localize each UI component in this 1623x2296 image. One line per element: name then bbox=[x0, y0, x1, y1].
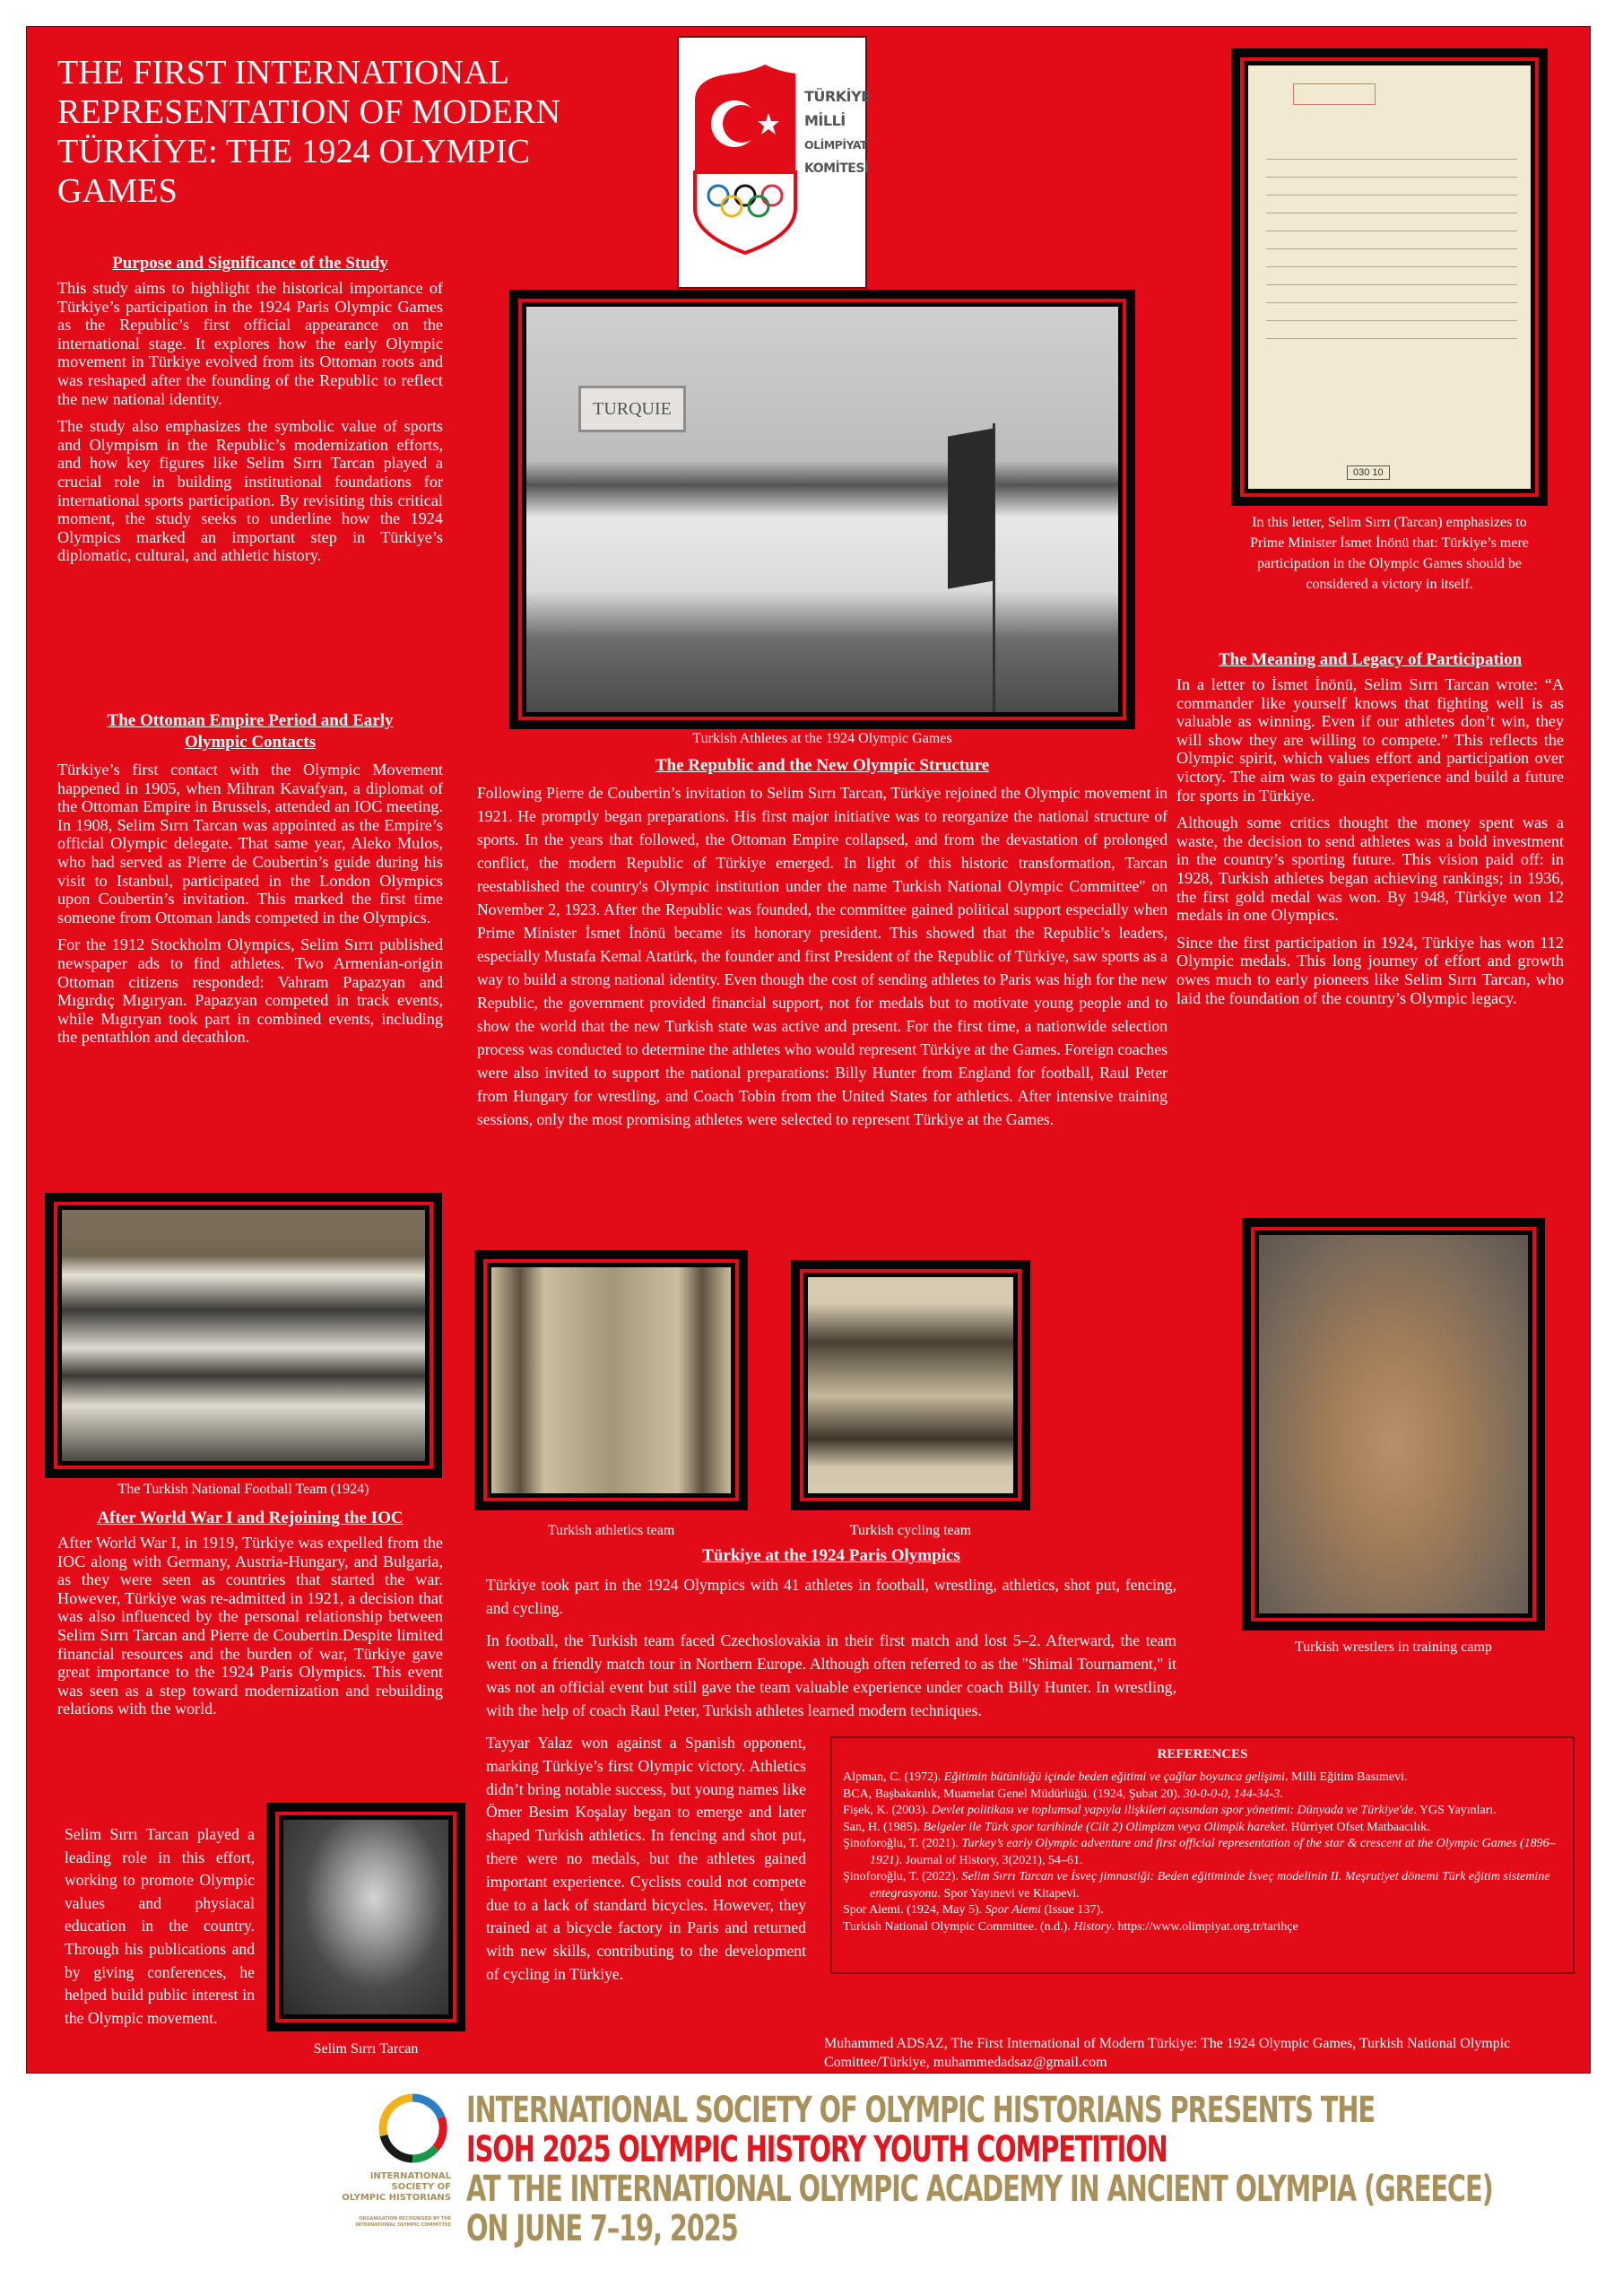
paris-paragraph-block bbox=[486, 1732, 806, 1996]
reference-item bbox=[843, 1836, 1562, 1869]
paragraph: After World War I, in 1919, Türkiye was expelled from the IOC along with Germany, Austria-Hungary, and Bulgaria, as they were seen as countries that started the war. However, Türkiye was re-admitted in 1921, a decision that was also influenced by the personal relationship between Selim Sırrı Tarcan and Pierre de Coubertin.Despite limited financial resources and the burden of war, Türkiye gave great importance to the 1924 Paris Olympics. This event was seen as a step toward modernization and rebuilding relations with the world. bbox=[57, 1534, 443, 1718]
section-ottoman bbox=[57, 710, 443, 1056]
section-heading: The Meaning and Legacy of Participation bbox=[1218, 650, 1523, 669]
caption-wrestlers: Turkish wrestlers in training camp bbox=[1295, 1639, 1492, 1655]
reference-title: History bbox=[1073, 1919, 1112, 1934]
reference-publisher: . Journal of History, 3(2021), 54–61. bbox=[898, 1853, 1083, 1867]
reference-publisher: . YGS Yayınları. bbox=[1413, 1804, 1497, 1817]
football-team-photo-frame bbox=[45, 1193, 442, 1478]
reference-publisher: . Spor Yayınevi ve Kitapevi. bbox=[937, 1886, 1080, 1900]
footer-line-4: ON JUNE 7–19, 2025 bbox=[466, 2208, 738, 2249]
paragraph: Selim Sırrı Tarcan played a leading role in this effort, working to promote Olympic values and physiacal education in the country. Through his publications and by giving conferences, he helped build public interest in the Olympic movement. bbox=[65, 1825, 255, 2027]
reference-author: Şinoforoğlu, T. (2022). bbox=[843, 1870, 962, 1883]
reference-item bbox=[843, 1770, 1562, 1787]
section-heading bbox=[57, 710, 443, 753]
paragraph: In a letter to İsmet İnönü, Selim Sırrı Tarcan wrote: “A commander like yourself knows that fighting well is as valuable as winning. Even if our athletes don’t win, they will show they are willing to compete.” This reflects the Olympic spirit, which values effort and participation over victory. The aim was to gain experience and build a future for sports in Türkiye. bbox=[1176, 675, 1564, 804]
logo-text-line: OLİMPİYAT bbox=[804, 138, 868, 152]
reference-author: Fişek, K. (2003). bbox=[843, 1804, 932, 1817]
section-purpose bbox=[57, 254, 443, 574]
paragraph: Following Pierre de Coubertin’s invitation to Selim Sırrı Tarcan, Türkiye rejoined the Olympic movement in 1921. He promptly began preparations. His first major initiative was to reorganize the national structure of sports. In the years that followed, the Ottoman Empire collapsed, and from the devastation of prolonged conflict, the modern Republic of Türkiye emerged. In light of this historic transformation, Tarcan reestablished the country's Olympic institution under the name Turkish National Olympic Committee" on November 2, 1923. After the Republic was founded, the committee gained political support especially when Prime Minister İsmet İnönü became its honorary president. This showed that the Republic’s leaders, especially Mustafa Kemal Atatürk, the founder and first President of the Republic of Türkiye, saw sports as a way to build a strong national identity. Even though the cost of sending athletes to Paris was high for the new Republic, the government provided financial support, not for medals but to motivate young people and to show the world that the new Turkish state was active and present. For the first time, a nationwide selection process was conducted to determine the athletes who would represent Türkiye at the Games. Foreign coaches were also invited to support the national preparations: Billy Hunter from England for football, Raul Peter from Hungary for wrestling, and Coach Tobin from the United States for athletics. After intensive training sessions, only the most promising athletes were selected to represent Türkiye at the Games. bbox=[477, 784, 1167, 1128]
cycling-team-photo bbox=[808, 1277, 1013, 1493]
page-title: THE FIRST INTERNATIONAL REPRESENTATION OF MODERN TÜRKİYE: THE 1924 OLYMPIC GAMES bbox=[57, 54, 561, 210]
athletics-team-photo bbox=[491, 1267, 731, 1493]
logo-text-line: KOMİTESİ bbox=[804, 161, 869, 176]
archive-number: 030 10 bbox=[1347, 465, 1390, 480]
reference-publisher: . https://www.olimpiyat.org.tr/tarihçe bbox=[1111, 1919, 1298, 1934]
paragraph: Since the first participation in 1924, Türkiye has won 112 Olympic medals. This long journey of effort and growth owes much to early pioneers like Selim Sırrı Tarcan, who laid the foundation of the country’s Olympic legacy. bbox=[1176, 933, 1564, 1007]
isoh-logo-line: SOCIETY OF bbox=[391, 2182, 451, 2192]
reference-author: BCA, Başbakanlık, Muamelat Genel Müdürlüğü. (1924, Şubat 20). bbox=[843, 1787, 1184, 1801]
logo-text-line: MİLLİ bbox=[804, 112, 846, 129]
reference-item bbox=[843, 1919, 1562, 1936]
flag-icon bbox=[948, 428, 994, 588]
section-heading-line: The Ottoman Empire Period and Early bbox=[107, 711, 394, 730]
caption-letter: In this letter, Selim Sırrı (Tarcan) emphasizes to Prime Minister İsmet İnönü that: Türkiye’s mere participation in the Olympic Games should be considered a victory in itself. bbox=[1250, 515, 1529, 592]
references-box bbox=[830, 1736, 1575, 1974]
section-heading: Purpose and Significance of the Study bbox=[112, 254, 388, 273]
section-heading-line: Olympic Contacts bbox=[184, 733, 317, 752]
section-ww1 bbox=[57, 1509, 443, 1727]
caption-athletics: Turkish athletics team bbox=[547, 1523, 675, 1538]
tmok-logo bbox=[677, 36, 871, 289]
reference-title: Turkey’s early Olympic adventure and first official representation of the star & crescent at the Olympic Games (1896–1921) bbox=[870, 1837, 1556, 1867]
footer-line-1: INTERNATIONAL SOCIETY OF OLYMPIC HISTORIANS PRESENTS THE bbox=[466, 2090, 1375, 2131]
section-heading: After World War I and Rejoining the IOC bbox=[97, 1509, 404, 1527]
paragraph: The study also emphasizes the symbolic value of sports and Olympism in the Republic’s modernization efforts, and how key figures like Selim Sırrı Tarcan played a crucial role in building institutional foundations for international sports participation. By revisiting this critical moment, the study seeks to underline how the 1924 Olympics marked an important step in Türkiye’s diplomatic, cultural, and athletic history. bbox=[57, 417, 443, 565]
reference-item bbox=[843, 1869, 1562, 1902]
paragraph: Türkiye’s first contact with the Olympic Movement happened in 1905, when Mihran Kavafyan, a diplomat of the Ottoman Empire in Brussels, attended an IOC meeting. In 1908, Selim Sırrı Tarcan was appointed as the Empire’s official Olympic delegate. That same year, Aleko Mulos, who had served as Pierre de Coubertin’s guide during his visit to Istanbul, participated in the London Olympics upon Coubertin’s invitation. This marked the first time someone from Ottoman lands competed in the Olympics. bbox=[57, 761, 443, 926]
section-heading: Türkiye at the 1924 Paris Olympics bbox=[702, 1546, 960, 1565]
reference-author: Turkish National Olympic Committee. (n.d.). bbox=[843, 1919, 1074, 1934]
athletics-team-photo-frame bbox=[474, 1250, 748, 1510]
reference-author: Şinoforoğlu, T. (2021). bbox=[843, 1837, 962, 1850]
reference-publisher: . Hürriyet Ofset Matbaacılık. bbox=[1284, 1820, 1430, 1834]
football-team-photo bbox=[62, 1210, 425, 1461]
isoh-logo-small-line: INTERNATIONAL OLYMPIC COMMITTEE bbox=[355, 2222, 451, 2228]
footer-banner bbox=[0, 2083, 1623, 2296]
isoh-ring-icon bbox=[377, 2092, 448, 2164]
caption-football: The Turkish National Football Team (1924) bbox=[117, 1482, 369, 1497]
reference-publisher: (Issue 137). bbox=[1041, 1903, 1104, 1917]
reference-item bbox=[843, 1820, 1562, 1837]
isoh-logo-line: OLYMPIC HISTORIANS bbox=[342, 2193, 451, 2203]
section-heading: The Republic and the New Olympic Structure bbox=[655, 756, 990, 775]
reference-author: Alpman, C. (1972). bbox=[843, 1770, 944, 1784]
caption-tarcan: Selim Sırrı Tarcan bbox=[313, 2041, 419, 2057]
reference-publisher: . bbox=[1280, 1787, 1283, 1801]
footer-line-2: ISOH 2025 OLYMPIC HISTORY YOUTH COMPETITION bbox=[466, 2129, 1167, 2170]
isoh-logo-text bbox=[332, 2171, 451, 2229]
caption-main-photo: Turkish Athletes at the 1924 Olympic Games bbox=[692, 731, 952, 746]
reference-publisher: . Milli Eğitim Basımevi. bbox=[1285, 1770, 1408, 1784]
reference-title: Eğitimin bütünlüğü içinde beden eğitimi ve çağlar boyunca gelişimi bbox=[943, 1770, 1286, 1784]
tarcan-portrait-frame bbox=[266, 1803, 465, 2031]
turquie-sign: TURQUIE bbox=[578, 386, 686, 432]
wrestlers-photo bbox=[1259, 1235, 1528, 1613]
section-republic bbox=[477, 756, 1167, 1140]
reference-title: Selim Sırrı Tarcan ve İsveç jimnastiği: Beden eğitiminde İsveç modelinin II. Meşrutiyet dönemi Türk eğitim sistemine entegrasyonu bbox=[870, 1870, 1550, 1900]
reference-title: Spor Alemi bbox=[985, 1903, 1042, 1917]
section-paris bbox=[486, 1546, 1176, 1731]
tarcan-portrait bbox=[283, 1820, 448, 2014]
reference-title: Devlet politikası ve toplumsal yapıyla ilişkileri açısından spor yönetimi: Dünyada ve Türkiye'de bbox=[931, 1804, 1414, 1817]
references-title: REFERENCES bbox=[1157, 1747, 1248, 1761]
main-athletes-photo bbox=[526, 307, 1118, 712]
reference-item bbox=[843, 1803, 1562, 1820]
reference-title: Belgeler ile Türk spor tarihinde (Cilt 2) Olimpizm veya Olimpik hareket bbox=[923, 1820, 1285, 1834]
footer-line-3: AT THE INTERNATIONAL OLYMPIC ACADEMY IN ANCIENT OLYMPIA (GREECE) bbox=[466, 2169, 1493, 2210]
tarcan-paragraph-block bbox=[65, 1823, 255, 2039]
author-line: Muhammed ADSAZ, The First International of Modern Türkiye: The 1924 Olympic Games, Turkish National Olympic Comittee/Türkiye, muhammedadsaz@gmail.com bbox=[824, 2036, 1511, 2070]
paragraph: This study aims to highlight the historical importance of Türkiye’s participation in the 1924 Paris Olympic Games as the Republic’s first official appearance on the international stage. It explores how the early Olympic movement in Türkiye evolved from its Ottoman roots and was reshaped after the founding of the Republic to reflect the new national identity. bbox=[57, 279, 443, 408]
section-meaning bbox=[1176, 650, 1564, 1016]
reference-item bbox=[843, 1902, 1562, 1919]
reference-author: Spor Alemi. (1924, May 5). bbox=[843, 1903, 985, 1917]
reference-item bbox=[843, 1787, 1562, 1804]
paragraph: Although some critics thought the money spent was a waste, the decision to send athletes was a bold investment in the country’s sporting future. This vision paid off: in 1928, Turkish athletes began achieving rankings; in 1936, the first gold medal was won. By 1948, Türkiye won 12 medals in one Olympics. bbox=[1176, 813, 1564, 925]
references-list bbox=[843, 1770, 1562, 1935]
main-athletes-photo-frame bbox=[509, 290, 1135, 729]
paragraph: In football, the Turkish team faced Czechoslovakia in their first match and lost 5–2. Afterward, the team went on a friendly match tour in Northern Europe. Although often referred to as the "Shimal Tournament," it was not an official event but still gave the team valuable experience under coach Billy Hunter. In wrestling, with the help of coach Raul Peter, Turkish athletes learned modern techniques. bbox=[486, 1631, 1176, 1719]
letter-document bbox=[1248, 65, 1531, 489]
wrestlers-photo-frame bbox=[1242, 1218, 1545, 1631]
letter-document-frame bbox=[1231, 48, 1548, 506]
paragraph: Tayyar Yalaz won against a Spanish opponent, marking Türkiye’s first Olympic victory. Athletics didn’t bring notable success, but young names like Ömer Besim Koşalay began to emerge and later shaped Turkish athletics. In fencing and shot put, there were no medals, but the athletes gained important experience. Cyclists could not compete due to a lack of standard bicycles. However, they trained at a bicycle factory in Paris and returned with new skills, contributing to the development of cycling in Türkiye. bbox=[486, 1734, 806, 1983]
isoh-logo-small-line: ORGANISATION RECOGNISED BY THE bbox=[359, 2216, 451, 2222]
reference-author: San, H. (1985). bbox=[843, 1820, 924, 1834]
logo-text-line: TÜRKİYE bbox=[804, 88, 871, 105]
paragraph: Türkiye took part in the 1924 Olympics with 41 athletes in football, wrestling, athletics, shot put, fencing, and cycling. bbox=[486, 1576, 1176, 1617]
reference-title: 30-0-0-0, 144-34-3 bbox=[1183, 1787, 1280, 1801]
isoh-logo-line: INTERNATIONAL bbox=[369, 2171, 451, 2181]
cycling-team-photo-frame bbox=[791, 1260, 1030, 1510]
caption-cycling: Turkish cycling team bbox=[849, 1523, 972, 1538]
poster-panel bbox=[26, 26, 1591, 2074]
paragraph: For the 1912 Stockholm Olympics, Selim Sırrı published newspaper ads to find athletes. Two Armenian-origin Ottoman citizens responded: Vahram Papazyan and Mıgırdıç Mıgıryan. Papazyan competed in track events, while Mıgıryan took part in combined events, including the pentathlon and decathlon. bbox=[57, 935, 443, 1047]
